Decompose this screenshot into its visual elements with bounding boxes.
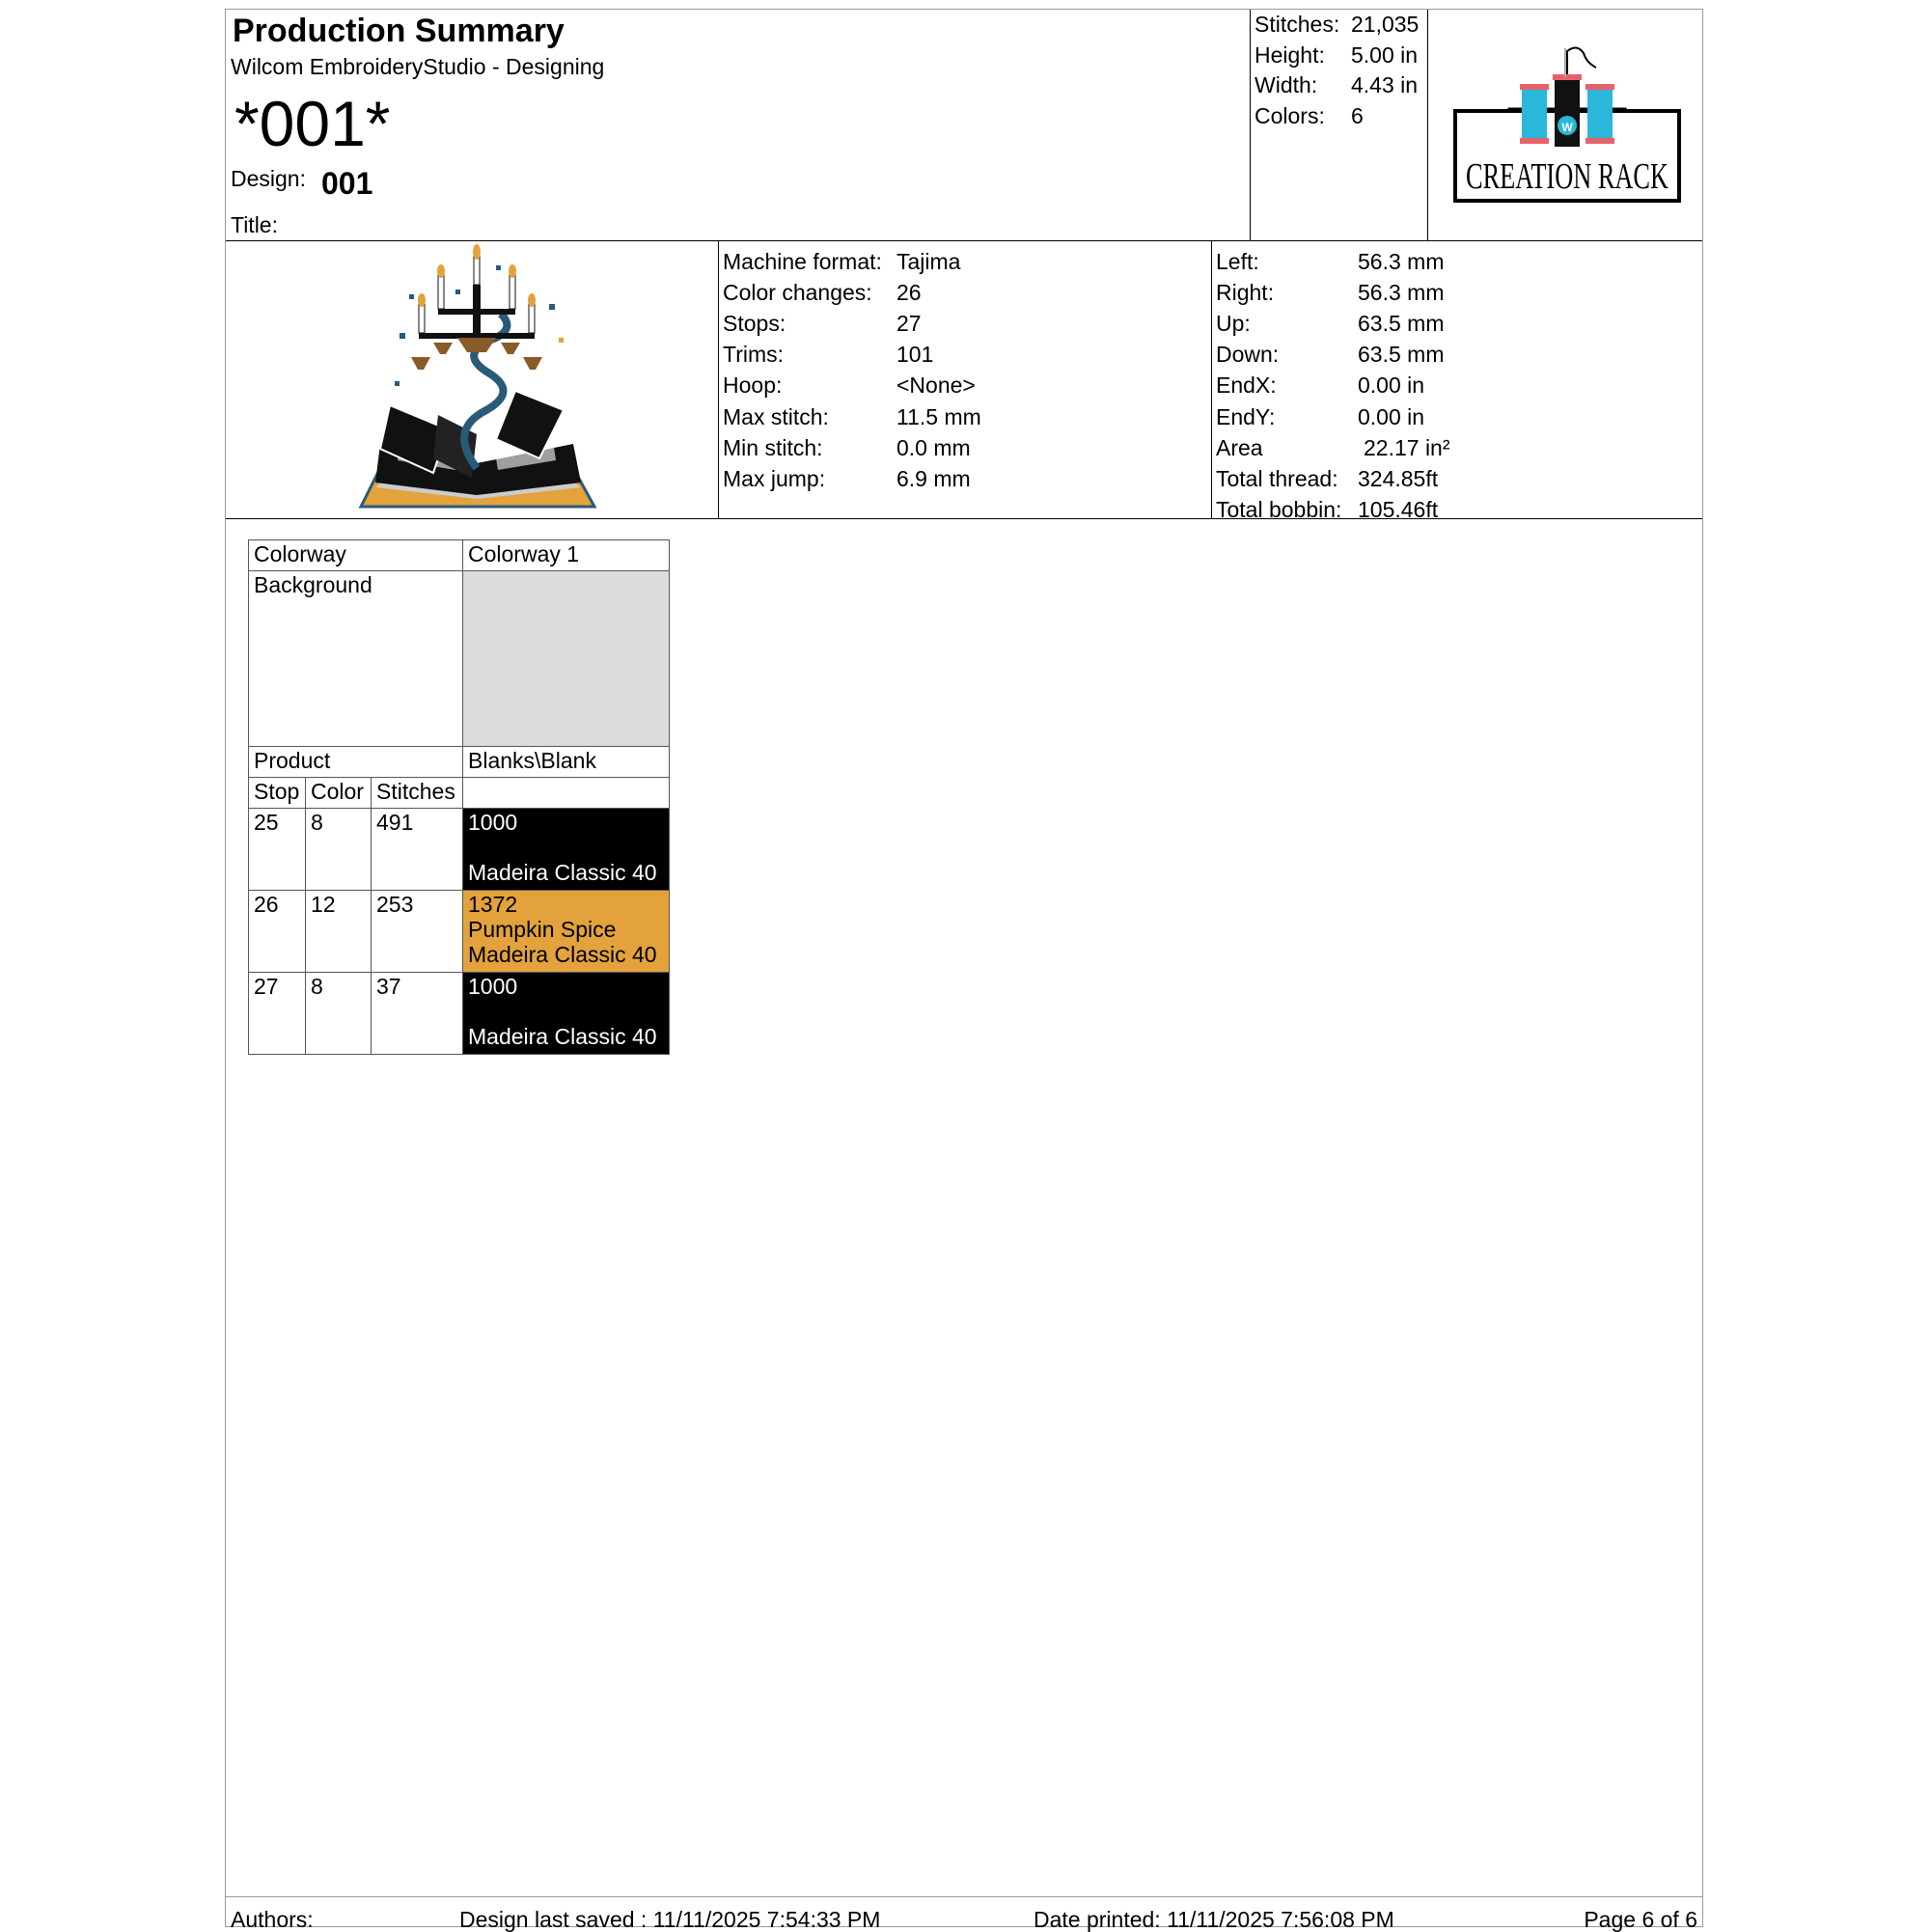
footer-authors: Authors: bbox=[231, 1907, 314, 1932]
total-bobbin-value: 105.46ft bbox=[1358, 497, 1439, 522]
total-bobbin-label: Total bobbin: bbox=[1216, 497, 1342, 522]
title-label: Title: bbox=[231, 212, 278, 237]
table-row bbox=[249, 891, 670, 973]
right-value: 56.3 mm bbox=[1358, 280, 1445, 305]
up-value: 63.5 mm bbox=[1358, 311, 1445, 336]
col-stitches-header: Stitches bbox=[372, 778, 463, 809]
color-cell: 8 bbox=[306, 973, 372, 1055]
preview-divider bbox=[718, 240, 719, 518]
product-label: Product bbox=[249, 747, 463, 778]
design-value: 001 bbox=[321, 166, 373, 201]
up-label: Up: bbox=[1216, 311, 1251, 336]
area-value: 22.17 in² bbox=[1364, 435, 1450, 460]
col-stop-header: Stop bbox=[249, 778, 306, 809]
footer-page-number: Page 6 of 6 bbox=[1584, 1907, 1697, 1932]
right-label: Right: bbox=[1216, 280, 1275, 305]
down-label: Down: bbox=[1216, 342, 1280, 367]
endy-value: 0.00 in bbox=[1358, 404, 1425, 429]
colors-value: 6 bbox=[1351, 103, 1364, 128]
column-header-row bbox=[249, 778, 670, 809]
thread-name bbox=[468, 835, 664, 860]
endx-value: 0.00 in bbox=[1358, 373, 1425, 398]
max-stitch-value: 11.5 mm bbox=[896, 404, 981, 429]
thread-brand: Madeira Classic 40 bbox=[468, 1024, 657, 1049]
endy-label: EndY: bbox=[1216, 404, 1276, 429]
color-cell: 8 bbox=[306, 809, 372, 891]
endx-label: EndX: bbox=[1216, 373, 1277, 398]
stitches-cell: 37 bbox=[372, 973, 463, 1055]
stop-cell: 27 bbox=[249, 973, 306, 1055]
total-thread-value: 324.85ft bbox=[1358, 466, 1439, 491]
height-value: 5.00 in bbox=[1351, 42, 1419, 68]
logo-badge: W bbox=[1561, 121, 1573, 134]
hoop-label: Hoop: bbox=[723, 373, 783, 398]
colorway-table bbox=[248, 539, 670, 1055]
design-label: Design: bbox=[231, 166, 306, 191]
page-title: Production Summary bbox=[233, 13, 565, 49]
footer-divider bbox=[226, 1896, 1702, 1897]
header-divider bbox=[226, 240, 1702, 241]
thread-brand: Madeira Classic 40 bbox=[468, 860, 657, 885]
colors-label: Colors: bbox=[1254, 103, 1325, 128]
candelabra-book-embroidery-icon bbox=[342, 246, 612, 516]
col-color-header: Color bbox=[306, 778, 372, 809]
thread-spools-icon bbox=[1451, 43, 1683, 207]
col-thread-header bbox=[463, 778, 670, 809]
trims-label: Trims: bbox=[723, 342, 785, 367]
machine-format-value: Tajima bbox=[896, 249, 961, 274]
hoop-value: <None> bbox=[896, 373, 976, 398]
creation-rack-logo bbox=[1451, 43, 1683, 207]
color-changes-label: Color changes: bbox=[723, 280, 872, 305]
min-stitch-value: 0.0 mm bbox=[896, 435, 971, 460]
machine-format-label: Machine format: bbox=[723, 249, 882, 274]
design-preview bbox=[342, 246, 612, 516]
stop-cell: 25 bbox=[249, 809, 306, 891]
max-stitch-label: Max stitch: bbox=[723, 404, 829, 429]
stitches-cell: 253 bbox=[372, 891, 463, 973]
footer-last-saved: Design last saved : 11/11/2025 7:54:33 PM bbox=[459, 1907, 881, 1932]
summary-divider-right bbox=[1427, 10, 1428, 240]
machine-divider bbox=[1211, 240, 1212, 518]
colorway-label: Colorway bbox=[249, 540, 463, 571]
stop-cell: 26 bbox=[249, 891, 306, 973]
thread-brand: Madeira Classic 40 bbox=[468, 942, 657, 967]
design-barcode-text: *001* bbox=[234, 88, 391, 159]
stitches-cell: 491 bbox=[372, 809, 463, 891]
color-cell: 12 bbox=[306, 891, 372, 973]
thread-swatch bbox=[463, 973, 670, 1055]
background-label: Background bbox=[249, 571, 463, 747]
product-value: Blanks\Blank bbox=[463, 747, 670, 778]
thread-code: 1000 bbox=[468, 810, 518, 835]
min-stitch-label: Min stitch: bbox=[723, 435, 823, 460]
left-value: 56.3 mm bbox=[1358, 249, 1445, 274]
background-row bbox=[249, 571, 670, 747]
summary-divider-left bbox=[1250, 10, 1251, 240]
thread-name bbox=[468, 999, 664, 1024]
stats-divider bbox=[226, 518, 1702, 519]
thread-code: 1372 bbox=[468, 892, 518, 917]
width-label: Width: bbox=[1254, 72, 1318, 97]
height-label: Height: bbox=[1254, 42, 1325, 68]
stops-label: Stops: bbox=[723, 311, 786, 336]
thread-swatch bbox=[463, 809, 670, 891]
footer-date-printed: Date printed: 11/11/2025 7:56:08 PM bbox=[1034, 1907, 1394, 1932]
color-changes-value: 26 bbox=[896, 280, 922, 305]
stitches-label: Stitches: bbox=[1254, 12, 1340, 37]
stops-value: 27 bbox=[896, 311, 922, 336]
down-value: 63.5 mm bbox=[1358, 342, 1445, 367]
table-row bbox=[249, 809, 670, 891]
app-subtitle: Wilcom EmbroideryStudio - Designing bbox=[231, 54, 605, 79]
stitches-value: 21,035 bbox=[1351, 12, 1420, 37]
trims-value: 101 bbox=[896, 342, 934, 367]
left-label: Left: bbox=[1216, 249, 1259, 274]
max-jump-value: 6.9 mm bbox=[896, 466, 971, 491]
logo-text: CREATION RACK bbox=[1466, 156, 1669, 197]
product-row bbox=[249, 747, 670, 778]
colorway-value: Colorway 1 bbox=[463, 540, 670, 571]
thread-swatch bbox=[463, 891, 670, 973]
total-thread-label: Total thread: bbox=[1216, 466, 1338, 491]
max-jump-label: Max jump: bbox=[723, 466, 826, 491]
width-value: 4.43 in bbox=[1351, 72, 1419, 97]
colorway-row bbox=[249, 540, 670, 571]
table-row bbox=[249, 973, 670, 1055]
thread-name: Pumpkin Spice bbox=[468, 917, 617, 942]
area-label: Area bbox=[1216, 435, 1263, 460]
thread-code: 1000 bbox=[468, 974, 518, 999]
background-swatch bbox=[463, 571, 670, 747]
production-summary-sheet bbox=[225, 9, 1703, 1932]
